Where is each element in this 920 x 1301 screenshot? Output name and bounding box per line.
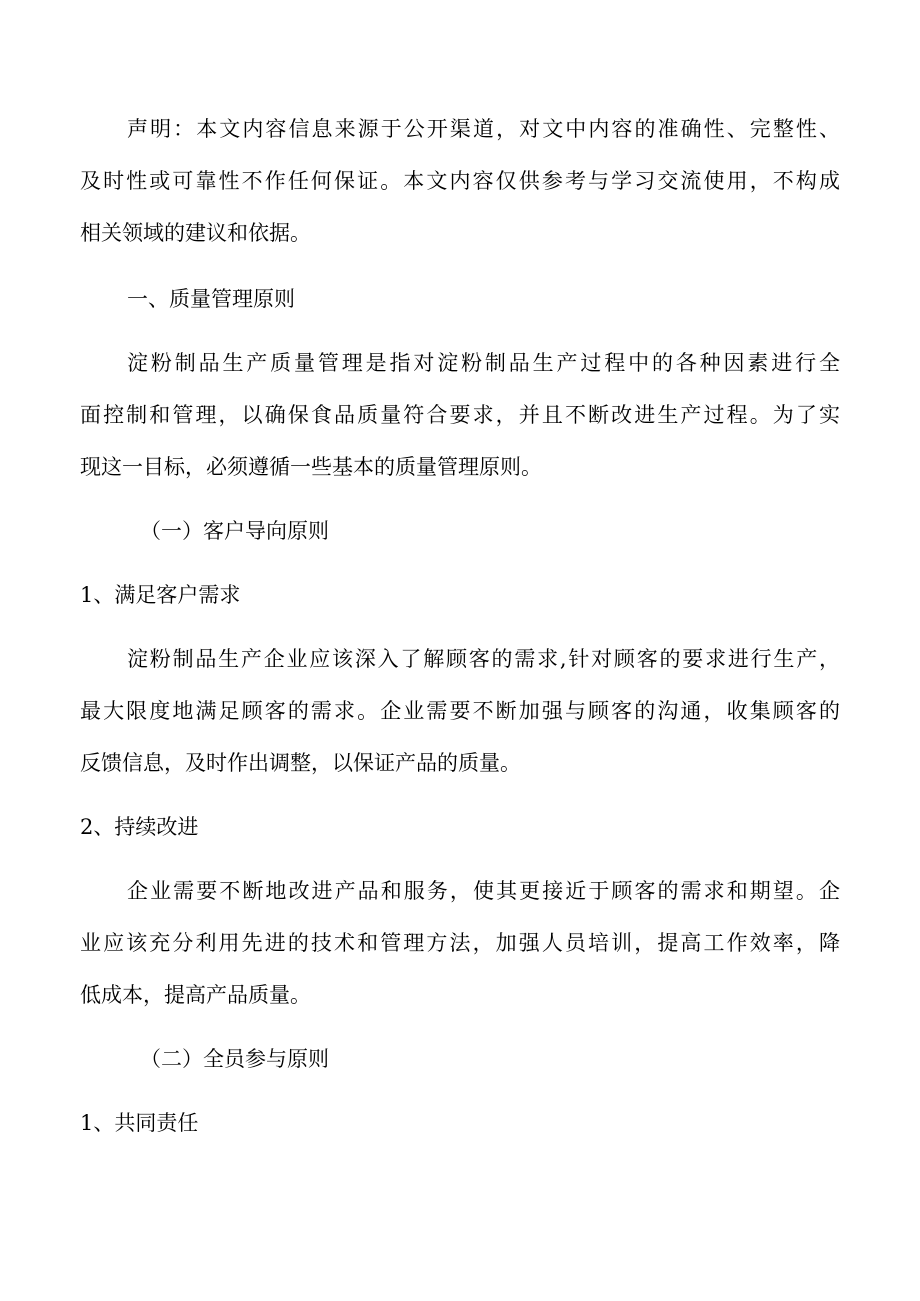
disclaimer-line-3: 相关领域的建议和依据。: [80, 221, 311, 245]
item-heading-shared-responsibility: [80, 1097, 840, 1149]
section-heading-quality-principles: [80, 273, 840, 325]
intro-line-3: 现这一目标，必须遵循一些基本的质量管理原则。: [80, 455, 542, 479]
disclaimer-paragraph: [80, 103, 840, 259]
intro-line-1: 淀粉制品生产质量管理是指对淀粉制品生产过程中的各种因素进行全: [127, 351, 840, 375]
item-heading-text: 1、共同责任: [80, 1111, 199, 1135]
item-paragraph-continuous-improvement: [80, 865, 840, 1021]
meet-needs-line-2: 最大限度地满足顾客的需求。企业需要不断加强与顾客的沟通，收集顾客的: [80, 699, 840, 723]
subsection-heading-full-participation: [80, 1033, 840, 1085]
section-heading-text: 一、质量管理原则: [127, 287, 295, 311]
item-heading-text: 1、满足客户需求: [80, 583, 241, 607]
disclaimer-line-1: 声明：本文内容信息来源于公开渠道，对文中内容的准确性、完整性、: [127, 117, 840, 141]
meet-needs-line-3: 反馈信息，及时作出调整，以保证产品的质量。: [80, 751, 521, 775]
improvement-line-2: 业应该充分利用先进的技术和管理方法，加强人员培训，提高工作效率，降: [80, 931, 840, 955]
document-page: [80, 103, 840, 1149]
improvement-line-1: 企业需要不断地改进产品和服务，使其更接近于顾客的需求和期望。企: [127, 879, 840, 903]
intro-line-2: 面控制和管理，以确保食品质量符合要求，并且不断改进生产过程。为了实: [80, 403, 840, 427]
section-intro-paragraph: [80, 337, 840, 493]
item-heading-continuous-improvement: [80, 801, 840, 853]
meet-needs-line-1: 淀粉制品生产企业应该深入了解顾客的需求,针对顾客的要求进行生产，: [127, 647, 840, 671]
subsection-heading-text: （二）全员参与原则: [140, 1047, 329, 1071]
item-heading-meet-needs: [80, 569, 840, 621]
improvement-line-3: 低成本，提高产品质量。: [80, 983, 311, 1007]
item-heading-text: 2、持续改进: [80, 815, 199, 839]
item-paragraph-meet-needs: [80, 633, 840, 789]
subsection-heading-customer-focus: [80, 505, 840, 557]
disclaimer-line-2: 及时性或可靠性不作任何保证。本文内容仅供参考与学习交流使用，不构成: [80, 169, 840, 193]
subsection-heading-text: （一）客户导向原则: [140, 519, 329, 543]
